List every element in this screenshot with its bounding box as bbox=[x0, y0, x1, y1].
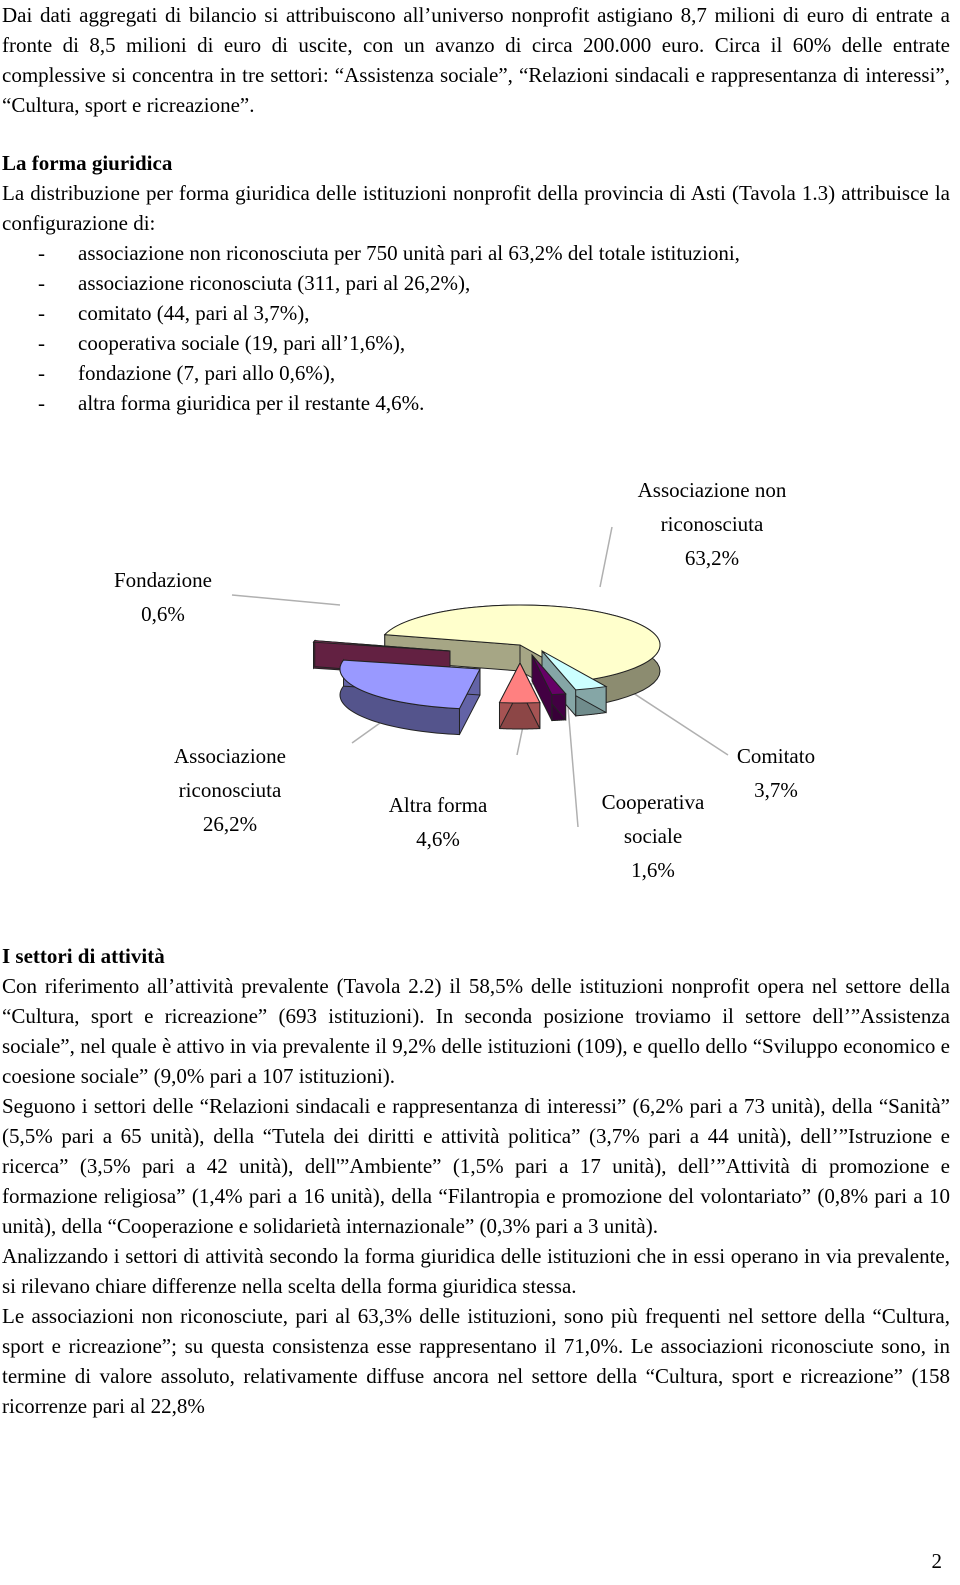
list-item: - cooperativa sociale (19, pari all’1,6%), bbox=[2, 328, 950, 358]
pie-label-line: Comitato bbox=[736, 744, 816, 768]
settori-paragraph: Le associazioni non riconosciute, pari al 63,3% delle istituzioni, sono più frequenti nel settore della “Cultura, sport e ricreazione”; su questa consistenza esse rappresentano il 71,0%. Le associazioni riconosciute sono, in termine di valore assoluto, relativamente diffuse ancora nel settore della “Cultura, sport e ricreazione” (158 ricorrenze pari al 22,8% bbox=[2, 1304, 950, 1418]
settori-paragraph: Con riferimento all’attività prevalente (Tavola 2.2) il 58,5% delle istituzioni nonprofit opera nel settore della “Cultura, sport e ricreazione” (693 istituzioni). In seconda posizione troviamo il settore dell’”Assistenza sociale”, nel quale è attivo in via prevalente il 9,2% delle istituzioni (109), e quello dello “Sviluppo economico e coesione sociale” (9,0% pari a 107 istituzioni). bbox=[2, 974, 950, 1088]
pie-label bbox=[88, 563, 238, 631]
settori-paragraph: Analizzando i settori di attività secondo la forma giuridica delle istituzioni che in essi operano in via prevalente, si rilevano chiare differenze nella scelta della forma giuridica stessa. bbox=[2, 1244, 950, 1298]
settori-section bbox=[2, 941, 950, 1421]
pie-slice bbox=[340, 660, 480, 734]
list-item: - fondazione (7, pari allo 0,6%), bbox=[2, 358, 950, 388]
list-item: - altra forma giuridica per il restante 4,6%. bbox=[2, 388, 950, 418]
pie-label-line: 63,2% bbox=[684, 546, 740, 570]
pie-label-line: Associazione non bbox=[637, 478, 787, 502]
pie-label-line: sociale bbox=[623, 824, 683, 848]
section-heading-settori: I settori di attività bbox=[2, 944, 165, 968]
settori-paragraph: Seguono i settori delle “Relazioni sindacali e rappresentanza di interessi” (6,2% pari a 73 unità), della “Sanità” (5,5% pari a 65 unità), della “Tutela dei diritti e attività politica” (3,7% pari a 44 unità), dell’”Istruzione e ricerca” (3,5% pari a 42 unità), dell'”Ambiente” (1,5% pari a 17 unità), dell’”Attività di promozione e formazione religiosa” (1,4% pari a 16 unità), della “Filantropia e promozione del volontariato” (0,8% pari a 10 unità), della “Cooperazione e solidarietà internazionale” (0,3% pari a 3 unità). bbox=[2, 1094, 950, 1238]
pie-label bbox=[150, 739, 310, 841]
pie-label-line: Cooperativa bbox=[601, 790, 705, 814]
pie-label-line: 4,6% bbox=[416, 827, 460, 851]
forma-giuridica-list bbox=[2, 238, 950, 418]
pie-label-line: 0,6% bbox=[141, 602, 185, 626]
pie-label bbox=[578, 785, 728, 887]
pie-label-line: Altra forma bbox=[388, 793, 488, 817]
list-item: - comitato (44, pari al 3,7%), bbox=[2, 298, 950, 328]
pie-label-line: riconosciuta bbox=[178, 778, 282, 802]
pie-label-line: 26,2% bbox=[202, 812, 258, 836]
document-page bbox=[2, 0, 950, 418]
pie-label bbox=[358, 788, 518, 856]
pie-label-line: riconosciuta bbox=[660, 512, 764, 536]
pie-label-line: 3,7% bbox=[754, 778, 798, 802]
section-heading-forma-giuridica: La forma giuridica bbox=[2, 151, 173, 175]
pie-label-line: 1,6% bbox=[631, 858, 675, 882]
leader-line bbox=[232, 595, 340, 605]
pie-label bbox=[602, 473, 822, 575]
forma-giuridica-paragraph: La distribuzione per forma giuridica delle istituzioni nonprofit della provincia di Asti (Tavola 1.3) attribuisce la configurazione di: bbox=[2, 181, 950, 235]
list-item: - associazione non riconosciuta per 750 unità pari al 63,2% del totale istituzioni, bbox=[2, 238, 950, 268]
intro-paragraph: Dai dati aggregati di bilancio si attribuiscono all’universo nonprofit astigiano 8,7 milioni di euro di entrate a fronte di 8,5 milioni di euro di uscite, con un avanzo di circa 200.000 euro. Circa il 60% delle entrate complessive si concentra in tre settori: “Assistenza sociale”, “Relazioni sindacali e rappresentanza di interessi”, “Cultura, sport e ricreazione”. bbox=[2, 3, 950, 117]
page-number: 2 bbox=[931, 1549, 942, 1573]
forma-giuridica-pie-chart bbox=[0, 455, 960, 910]
pie-label-line: Associazione bbox=[174, 744, 286, 768]
pie-label-line: Fondazione bbox=[114, 568, 212, 592]
list-item: - associazione riconosciuta (311, pari al 26,2%), bbox=[2, 268, 950, 298]
